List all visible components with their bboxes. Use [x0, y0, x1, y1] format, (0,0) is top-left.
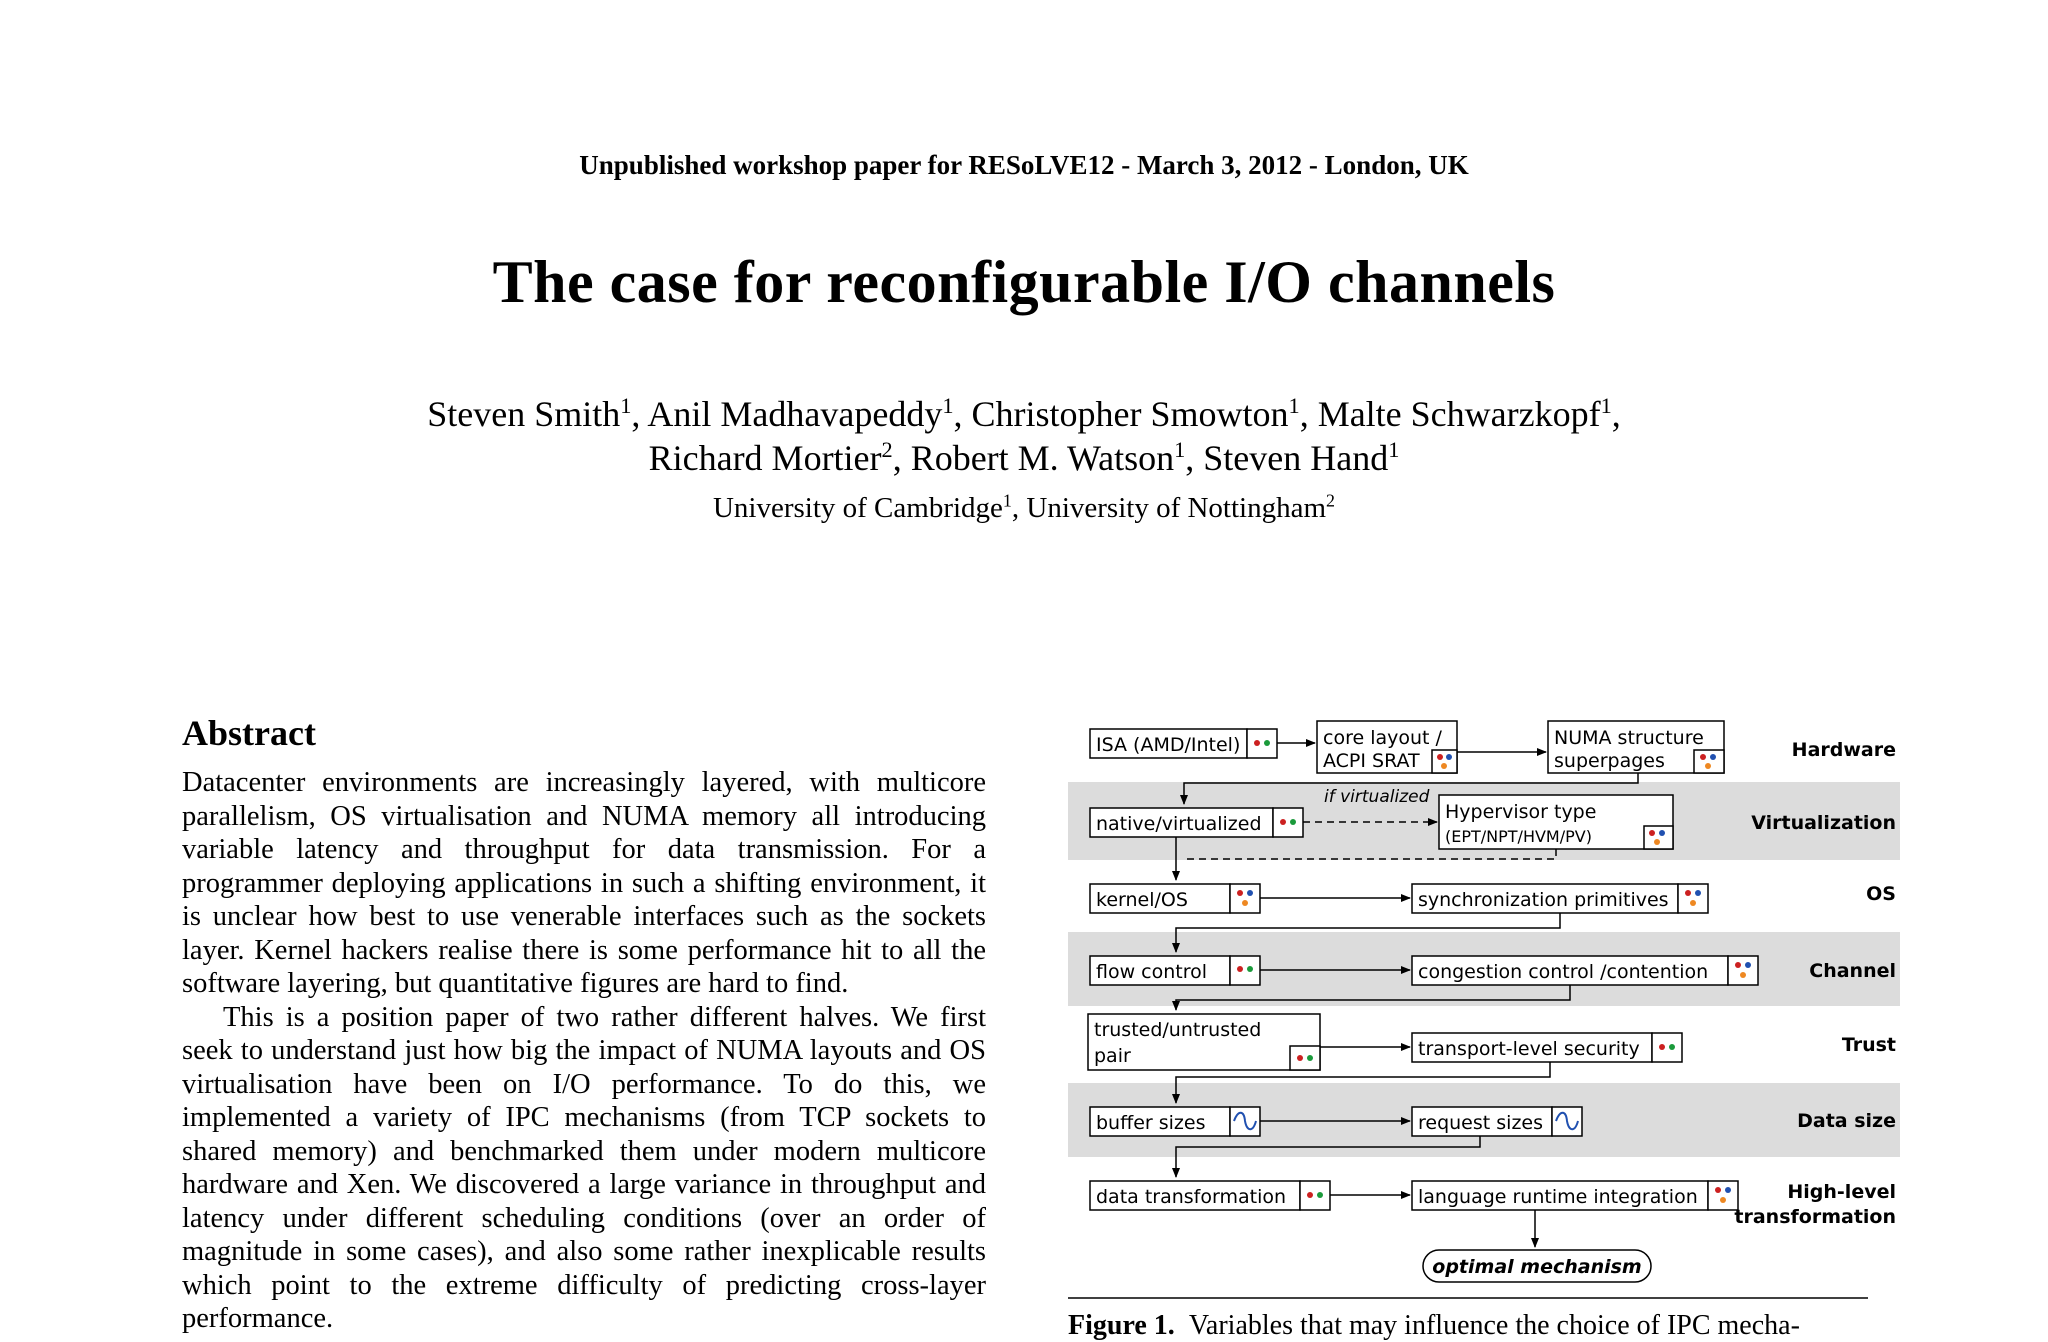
- paper-title: The case for reconfigurable I/O channels: [492, 249, 1556, 315]
- flow-control-label: flow control: [1096, 961, 1208, 983]
- author-name: Steven Smith: [427, 394, 621, 434]
- data-transformation-label: data transformation: [1096, 1186, 1287, 1208]
- author-affil-mark: 1: [1174, 437, 1186, 462]
- buffer-sizes-label: buffer sizes: [1096, 1112, 1206, 1134]
- caption-text: Variables that may influence the choice of IPC mecha-: [1188, 1310, 1800, 1341]
- author-line-1: Steven Smith$^1$, Anil Madhavapeddy$^1$, Christopher Smowton$^1$, Malte Schwarzkopf$^1$,: [427, 393, 1621, 434]
- congestion-dots: [1728, 956, 1758, 985]
- layer-high-level: High-level: [1787, 1181, 1896, 1203]
- sync-primitives-label: synchronization primitives: [1418, 889, 1669, 911]
- author-affil-mark: 2: [881, 437, 893, 462]
- layer-os: OS: [1866, 883, 1896, 905]
- numa-dots: [1694, 750, 1724, 773]
- if-virtualized-label: if virtualized: [1324, 787, 1430, 807]
- superpages-label: superpages: [1554, 750, 1665, 772]
- abstract-heading: Abstract: [182, 713, 316, 753]
- native-dots: [1273, 808, 1303, 837]
- author-affil-mark: 1: [1388, 437, 1400, 462]
- author-name: Robert M. Watson: [910, 438, 1175, 478]
- request-sizes-label: request sizes: [1418, 1112, 1544, 1134]
- kernel-os-dots: [1230, 884, 1260, 913]
- abstract-paragraph: This is a position paper of two rather different halves. We first seek to understand just how big the impact of NUMA layouts and OS virtualisation have been on I/O performance. To do this, we implemented a variety of IPC mechanisms (from TCP sockets to shared memory) and benchmarked them under modern multicore hardware and Xen. We discovered a large variance in throughput and latency under different scheduling conditions (over an order of magnitude in some cases), and also some rather inexplicable results which point to the extreme difficulty of predicting cross-layer performance.: [182, 1001, 986, 1334]
- abstract-paragraph: Datacenter environments are increasingly layered, with multicore parallelism, OS virtualisation and NUMA memory all introducing variable latency and throughput for data transmission. For a programmer deploying applications in such a shifting environment, it is unclear how best to use venerable interfaces such as the sockets layer. Kernel hackers realise there is some performance hit to all the software layering, but quantitative figures are hard to find.: [182, 767, 986, 999]
- layer-trust: Trust: [1841, 1034, 1896, 1056]
- core-layout-dots: [1432, 750, 1457, 773]
- caption-label: Figure 1.: [1068, 1310, 1175, 1341]
- pair-label: pair: [1094, 1045, 1131, 1067]
- affiliations: University of Cambridge$^1$, University of Nottingham$^2$: [712, 490, 1336, 524]
- hypervisor-modes-label: (EPT/NPT/HVM/PV): [1445, 827, 1592, 846]
- author-name: Malte Schwarzkopf: [1317, 394, 1601, 434]
- tls-label: transport-level security: [1418, 1038, 1640, 1060]
- trusted-dots: [1290, 1046, 1320, 1070]
- affiliation-name: University of Nottingham: [1026, 492, 1327, 524]
- data-transformation-dots: [1300, 1181, 1330, 1210]
- hypervisor-label: Hypervisor type: [1445, 801, 1597, 823]
- tls-dots: [1652, 1033, 1682, 1062]
- optimal-mechanism-label: optimal mechanism: [1432, 1256, 1642, 1278]
- author-name: Richard Mortier: [648, 438, 882, 478]
- venue-line: Unpublished workshop paper for RESoLVE12 - March 3, 2012 - London, UK: [579, 150, 1469, 180]
- native-virtualized-label: native/virtualized: [1096, 813, 1262, 835]
- flow-control-dots: [1230, 956, 1260, 985]
- affiliation-name: University of Cambridge: [712, 492, 1003, 524]
- author-list: [0, 392, 2048, 480]
- author-name: Christopher Smowton: [971, 394, 1289, 434]
- ipc-variables-diagram: [1060, 700, 1920, 1325]
- kernel-os-label: kernel/OS: [1096, 889, 1188, 911]
- author-name: Anil Madhavapeddy: [647, 394, 943, 434]
- layer-channel: Channel: [1809, 960, 1896, 982]
- layer-hardware: Hardware: [1791, 739, 1896, 761]
- layer-transformation: transformation: [1734, 1206, 1896, 1228]
- language-runtime-label: language runtime integration: [1418, 1186, 1698, 1208]
- author-affil-mark: 1: [1288, 393, 1300, 418]
- abstract-body: [182, 766, 986, 1336]
- congestion-label: congestion control /contention: [1418, 961, 1709, 983]
- isa-dots: [1247, 729, 1277, 758]
- figure-caption: [1068, 1310, 1874, 1342]
- affil-mark: 2: [1326, 490, 1336, 511]
- author-affil-mark: 1: [942, 393, 954, 418]
- isa-label: ISA (AMD/Intel): [1096, 734, 1241, 756]
- layer-data-size: Data size: [1797, 1110, 1896, 1132]
- author-line-2: Richard Mortier$^2$, Robert M. Watson$^1$, Steven Hand$^1$: [648, 437, 1400, 478]
- sync-dots: [1678, 884, 1708, 913]
- author-affil-mark: 1: [1600, 393, 1612, 418]
- acpi-srat-label: ACPI SRAT: [1323, 750, 1420, 772]
- core-layout-label: core layout /: [1323, 727, 1442, 749]
- numa-label: NUMA structure: [1554, 727, 1704, 749]
- author-affil-mark: 1: [620, 393, 632, 418]
- hypervisor-dots: [1644, 826, 1673, 849]
- layer-virtualization: Virtualization: [1751, 812, 1896, 834]
- figure-1: [1060, 700, 1920, 1325]
- affil-mark: 1: [1002, 490, 1012, 511]
- author-name: Steven Hand: [1203, 438, 1389, 478]
- trusted-untrusted-label: trusted/untrusted: [1094, 1019, 1262, 1041]
